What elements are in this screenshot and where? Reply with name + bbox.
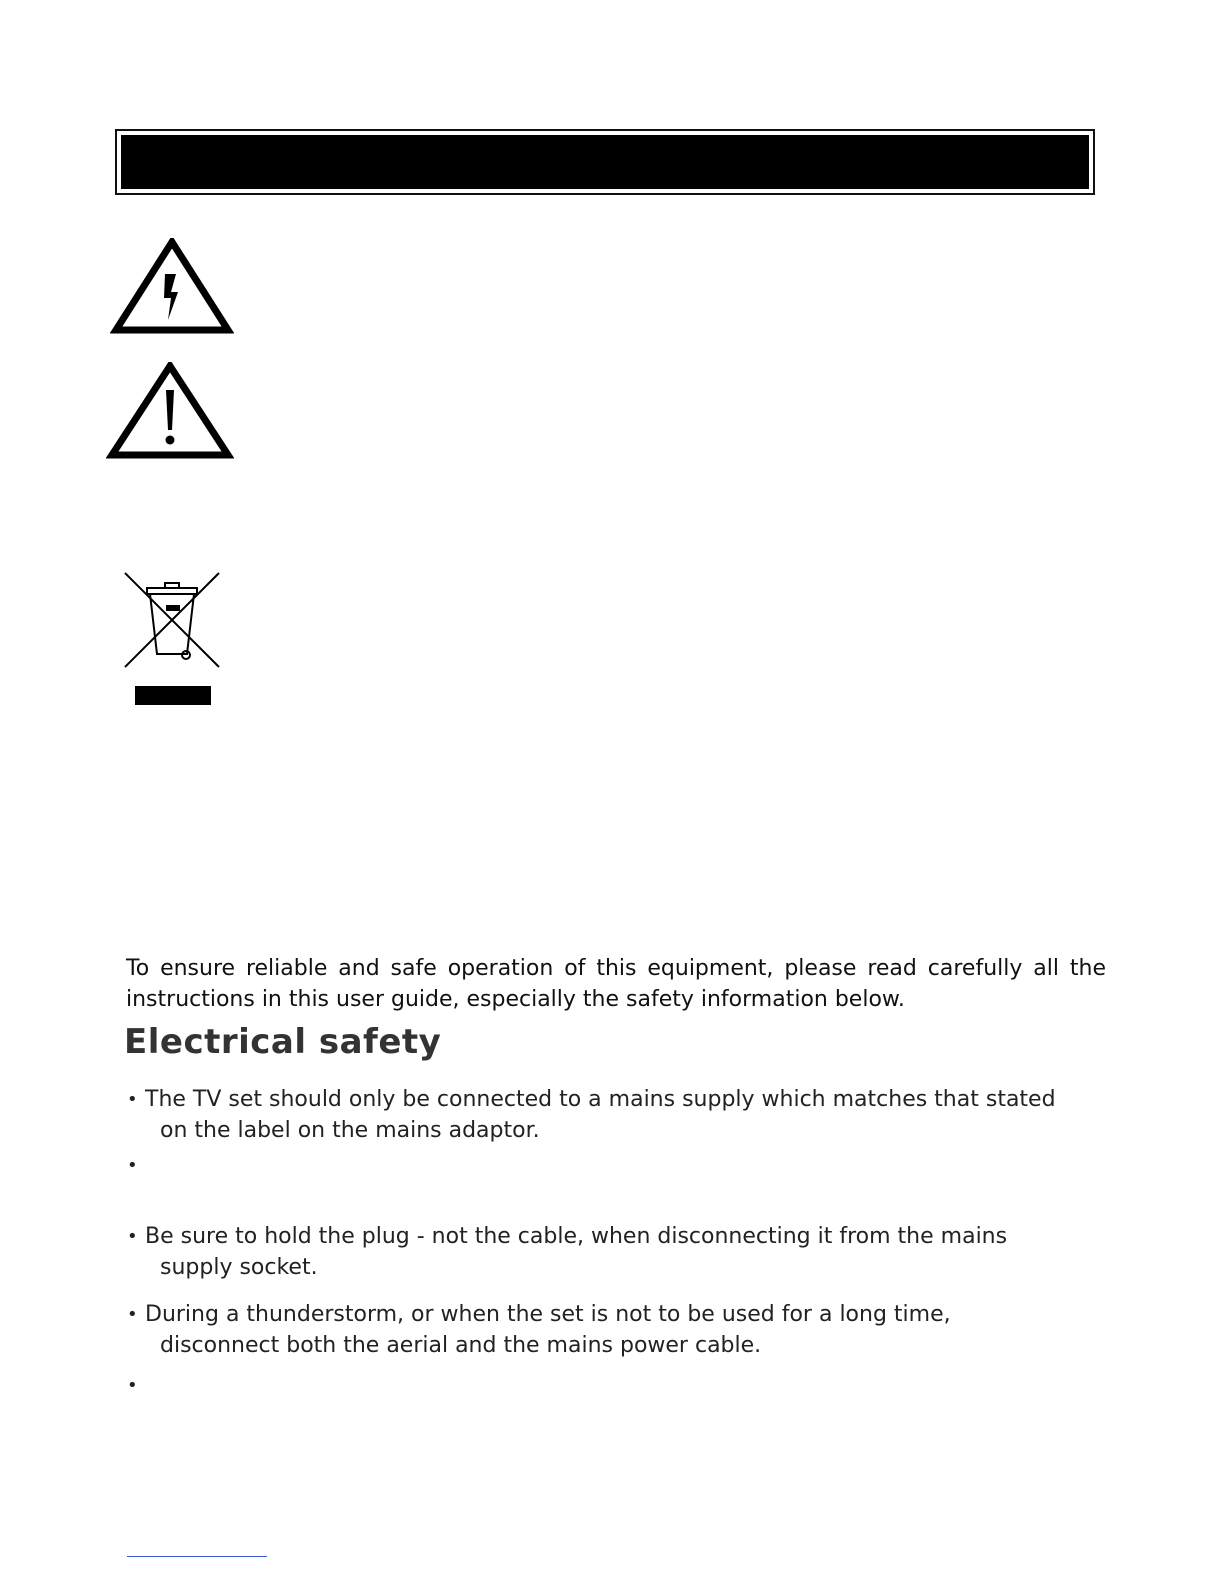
bullet-line-2: disconnect both the aerial and the mains power cable. [160, 1333, 762, 1358]
bullet-line-1: The TV set should only be connected to a mains supply which matches that stated [145, 1087, 1056, 1112]
intro-line-1: To ensure reliable and safe operation of this equipment, please read carefully all the [126, 956, 1106, 981]
crossed-bin-icon [122, 570, 222, 670]
section-title: Electrical safety [124, 1022, 442, 1062]
bullet-dot: • [127, 1304, 138, 1325]
header-banner [115, 129, 1095, 195]
bullet-line-1: Be sure to hold the plug - not the cable, when disconnecting it from the mains [145, 1224, 1008, 1249]
bullet-item [127, 1370, 145, 1401]
header-bar [121, 135, 1089, 189]
bullet-item [127, 1150, 145, 1181]
bullet-item [127, 1084, 1056, 1146]
bullet-item [127, 1221, 1007, 1283]
footer-rule [127, 1556, 267, 1557]
bullet-dot: • [127, 1226, 138, 1247]
lightning-warning-icon [110, 238, 234, 334]
bullet-dot: • [127, 1155, 138, 1176]
bullet-line-2: on the label on the mains adaptor. [160, 1118, 540, 1143]
bullet-dot: • [127, 1375, 138, 1396]
weee-bar [135, 686, 211, 705]
intro-paragraph [126, 953, 1106, 1015]
bullet-line-1: During a thunderstorm, or when the set is not to be used for a long time, [145, 1302, 951, 1327]
bullet-dot: • [127, 1089, 138, 1110]
intro-line-2: instructions in this user guide, especially the safety information below. [126, 987, 905, 1012]
bullet-line-2: supply socket. [160, 1255, 318, 1280]
bullet-item [127, 1299, 951, 1361]
exclamation-warning-icon [106, 362, 234, 460]
